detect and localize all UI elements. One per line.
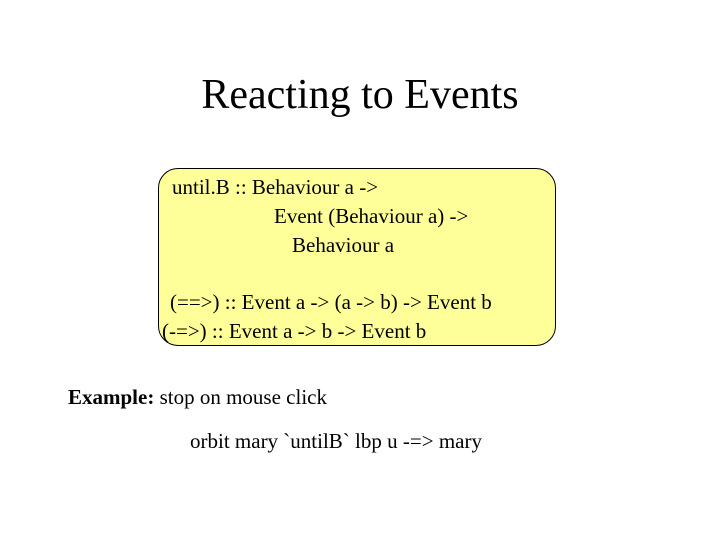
type-signature-untilB-line-3: Behaviour a	[292, 233, 395, 257]
type-signature-handler-operator: (==>) :: Event a -> (a -> b) -> Event b	[170, 290, 492, 314]
example-code: orbit mary `untilB` lbp u -=> mary	[190, 429, 482, 453]
type-signature-constant-operator: (-=>) :: Event a -> b -> Event b	[162, 319, 427, 343]
type-signature-untilB-line-1: until.B :: Behaviour a ->	[172, 175, 379, 199]
example-line	[68, 385, 327, 409]
slide-title: Reacting to Events	[201, 72, 519, 118]
example-label: Example:	[68, 385, 155, 409]
example-description: stop on mouse click	[154, 385, 327, 409]
type-signature-untilB-line-2: Event (Behaviour a) ->	[274, 204, 469, 228]
